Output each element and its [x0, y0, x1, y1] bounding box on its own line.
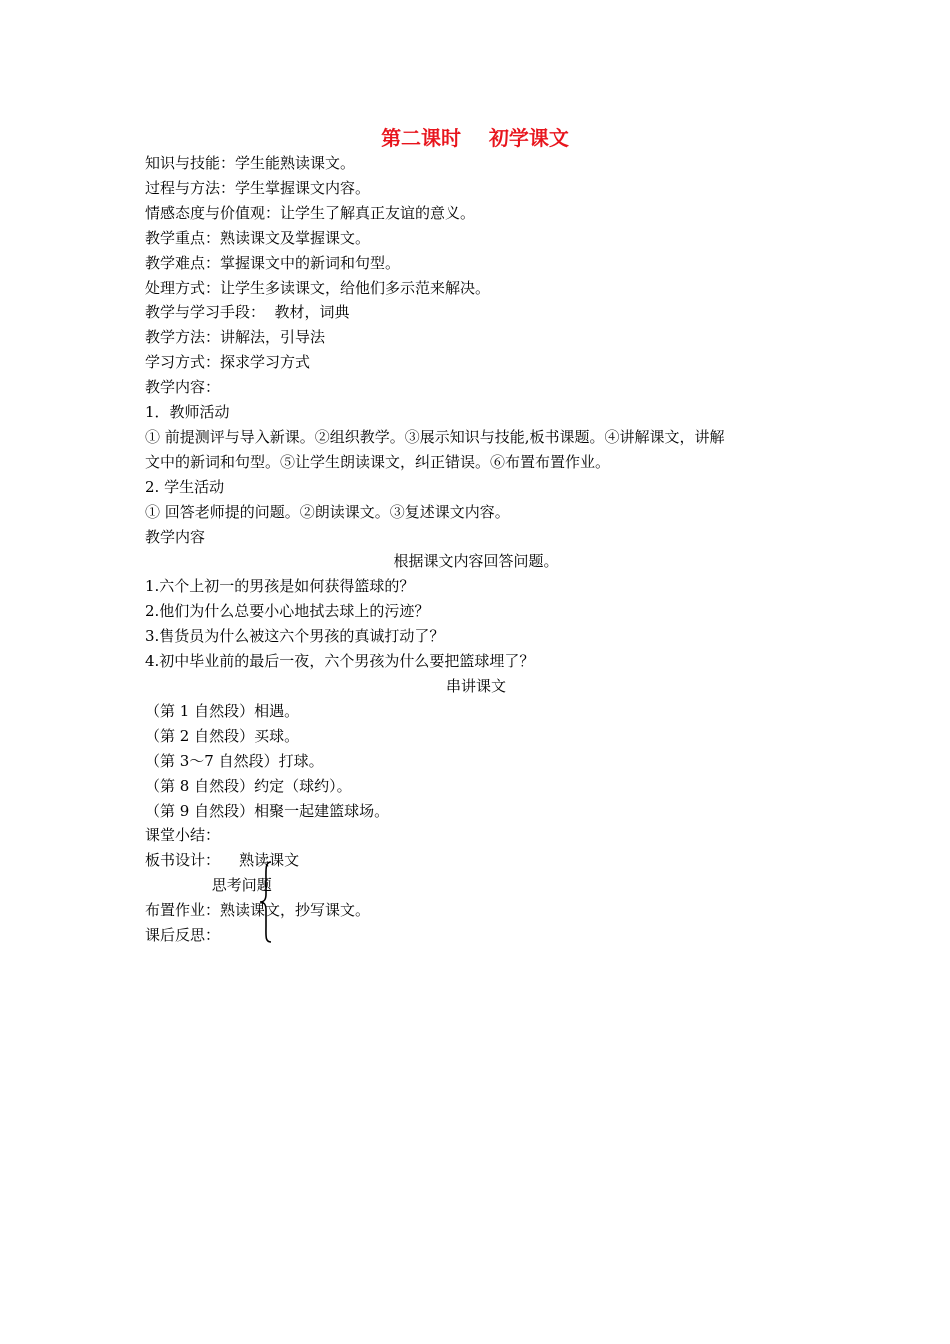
student-activity-text: ① 回答老师提的问题。②朗读课文。③复述课文内容。: [145, 503, 510, 521]
questions-heading: 根据课文内容回答问题。: [393, 552, 559, 570]
objective-process: 过程与方法：学生掌握课文内容。: [145, 179, 371, 197]
teacher-activity-heading: 1．教师活动: [145, 403, 230, 421]
student-activity-heading: 2. 学生活动: [145, 478, 225, 496]
paragraph-summary-5: （第 9 自然段）相聚一起建篮球场。: [145, 802, 390, 820]
handling-method: 处理方式：让学生多读课文，给他们多示范来解决。: [145, 279, 491, 297]
question-3: 3.售货员为什么被这六个男孩的真诚打动了？: [145, 627, 445, 645]
learning-style: 学习方式：探求学习方式: [145, 353, 311, 371]
paragraph-summary-2: （第 2 自然段）买球。: [145, 727, 300, 745]
homework: 布置作业：熟读课文，抄写课文。: [145, 901, 371, 919]
paragraph-summary-4: （第 8 自然段）约定（球约）。: [145, 777, 352, 795]
teacher-activity-text-2: 文中的新词和句型。⑤让学生朗读课文，纠正错误。⑥布置布置作业。: [145, 453, 611, 471]
paragraph-summary-3: （第 3～7 自然段）打球。: [145, 752, 324, 770]
question-4: 4.初中毕业前的最后一夜，六个男孩为什么要把篮球埋了？: [145, 652, 535, 670]
text-walkthrough-heading: 串讲课文: [445, 677, 506, 695]
paragraph-summary-1: （第 1 自然段）相遇。: [145, 702, 300, 720]
teaching-content-heading: 教学内容：: [145, 378, 221, 396]
page-title: 第二课时 初学课文: [381, 126, 569, 150]
question-2: 2.他们为什么总要小心地拭去球上的污迹？: [145, 602, 430, 620]
teaching-focus: 教学重点：熟读课文及掌握课文。: [145, 229, 371, 247]
teaching-difficulty: 教学难点：掌握课文中的新词和句型。: [145, 254, 401, 272]
teaching-tools: 教学与学习手段： 教材，词典: [145, 303, 350, 321]
reflection-label: 课后反思：: [145, 926, 221, 944]
board-design-line-1: 板书设计： 熟读课文: [145, 851, 300, 869]
board-design-brace: [257, 860, 277, 944]
teacher-activity-text-1: ① 前提测评与导入新课。②组织教学。③展示知识与技能,板书课题。④讲解课文，讲解: [145, 428, 725, 446]
class-summary-label: 课堂小结：: [145, 826, 221, 844]
question-1: 1.六个上初一的男孩是如何获得篮球的？: [145, 577, 415, 595]
board-design-line-2: 思考问题: [145, 876, 272, 894]
teaching-content-label: 教学内容: [145, 528, 206, 546]
objective-values: 情感态度与价值观：让学生了解真正友谊的意义。: [145, 204, 476, 222]
teaching-method: 教学方法：讲解法，引导法: [145, 328, 326, 346]
objective-knowledge: 知识与技能：学生能熟读课文。: [145, 154, 356, 172]
